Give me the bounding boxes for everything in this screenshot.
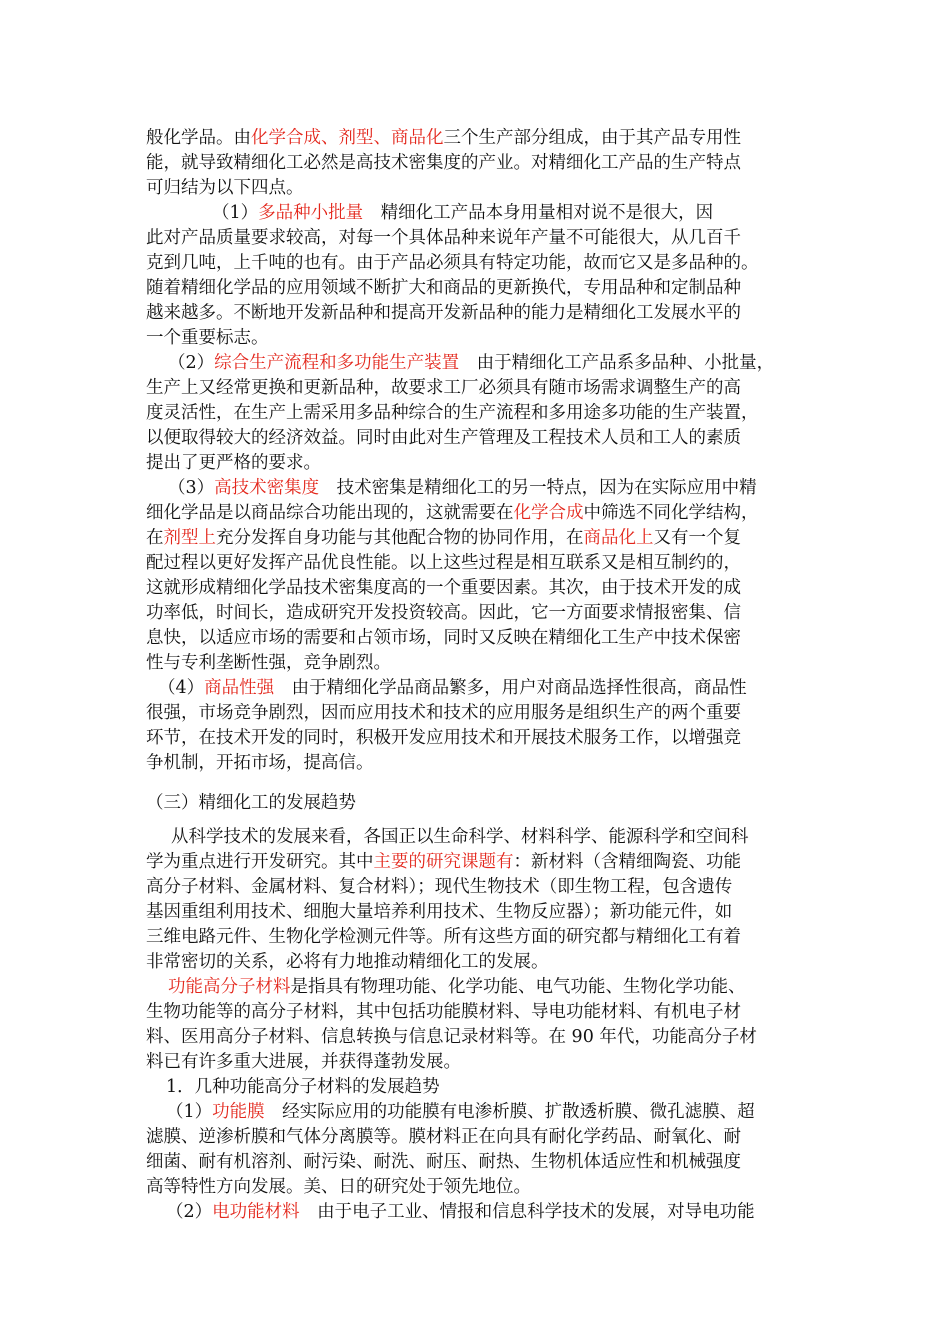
text-run: 克到几吨，上千吨的也有。由于产品必须具有特定功能，故而它又是多品种的。 (146, 253, 759, 273)
text-line (146, 791, 811, 816)
text-run: 可归结为以下四点。 (146, 178, 304, 198)
text-run: 细菌、耐有机溶剂、耐污染、耐洗、耐压、耐热、生物机体适应性和机械强度 (146, 1152, 741, 1172)
text-line (146, 551, 811, 576)
text-line (146, 426, 811, 451)
highlighted-term: 化学合成、剂型、商品化 (251, 128, 444, 148)
highlighted-term: 电功能材料 (212, 1202, 300, 1222)
text-line (146, 1075, 811, 1100)
text-run: 是指具有物理功能、化学功能、电气功能、生物化学功能、 (290, 977, 746, 997)
highlighted-term: 剂型上 (163, 528, 216, 548)
text-run: 息快，以适应市场的需要和占领市场，同时又反映在精细化工生产中技术保密 (146, 628, 741, 648)
text-line (146, 1175, 811, 1200)
text-line (146, 1050, 811, 1075)
paragraph-functional-polymers (146, 975, 811, 1075)
text-run: 般化学品。由 (146, 128, 251, 148)
text-run: 由于精细化工产品系多品种、小批量， (459, 353, 775, 373)
text-run: 料已有许多重大进展，并获得蓬勃发展。 (146, 1052, 461, 1072)
text-line (146, 501, 811, 526)
text-run: 性与专利垄断性强，竞争剧烈。 (146, 653, 391, 673)
text-run: 基因重组利用技术、细胞大量培养利用技术、生物反应器）；新功能元件，如 (146, 902, 733, 922)
text-run: 以便取得较大的经济效益。同时由此对生产管理及工程技术人员和工人的素质 (146, 428, 741, 448)
text-line (146, 276, 811, 301)
text-line (146, 1025, 811, 1050)
text-run: 争机制，开拓市场，提高信。 (146, 753, 374, 773)
text-run: 学为重点进行开发研究。其中 (146, 852, 374, 872)
text-run: 环节，在技术开发的同时，积极开发应用技术和开展技术服务工作，以增强竞 (146, 728, 741, 748)
paragraph-small-batch (146, 201, 811, 351)
text-run: 中筛选不同化学结构， (583, 503, 759, 523)
text-line (146, 676, 811, 701)
highlighted-term: 商品化上 (583, 528, 654, 548)
text-run: 功率低，时间长，造成研究开发投资较高。因此，它一方面要求情报密集、信 (146, 603, 741, 623)
text-line (146, 351, 811, 376)
text-line (146, 226, 811, 251)
text-line (146, 576, 811, 601)
text-run: 滤膜、逆渗析膜和气体分离膜等。膜材料正在向具有耐化学药品、耐氧化、耐 (146, 1127, 741, 1147)
text-line (146, 950, 811, 975)
paragraph-science-trends (146, 825, 811, 975)
text-run: 高分子材料、金属材料、复合材料）；现代生物技术（即生物工程，包含遗传 (146, 877, 733, 897)
text-run: 这就形成精细化学品技术密集度高的一个重要因素。其次，由于技术开发的成 (146, 578, 741, 598)
subheading-polymer-trends (146, 1075, 811, 1100)
highlighted-term: 综合生产流程和多功能生产装置 (214, 353, 460, 373)
paragraph-tech-intensive (146, 476, 811, 676)
text-run: （3） (168, 478, 215, 498)
paragraph-integrated-process (146, 351, 811, 476)
highlighted-term: 高技术密集度 (214, 478, 320, 498)
text-run: 生产上又经常更换和更新品种，故要求工厂必须具有随市场需求调整生产的高 (146, 378, 741, 398)
text-run: 又有一个复 (653, 528, 741, 548)
text-line (146, 726, 811, 751)
text-run: 随着精细化学品的应用领域不断扩大和商品的更新换代，专用品种和定制品种 (146, 278, 741, 298)
text-line (146, 850, 811, 875)
text-line (146, 526, 811, 551)
text-line (146, 1125, 811, 1150)
text-line (146, 176, 811, 201)
paragraph-commercial (146, 676, 811, 776)
text-line (146, 601, 811, 626)
highlighted-term: 商品性强 (204, 678, 275, 698)
text-run: 很强，市场竞争剧烈，因而应用技术和技术的应用服务是组织生产的两个重要 (146, 703, 741, 723)
text-line (146, 875, 811, 900)
text-line (146, 1200, 811, 1225)
text-line (146, 151, 811, 176)
text-run: 配过程以更好发挥产品优良性能。以上这些过程是相互联系又是相互制约的， (146, 553, 741, 573)
text-run: 在 (146, 528, 164, 548)
text-line (146, 900, 811, 925)
text-run: 1．几种功能高分子材料的发展趋势 (166, 1077, 440, 1097)
text-line (146, 1000, 811, 1025)
text-run: 高等特性方向发展。美、日的研究处于领先地位。 (146, 1177, 531, 1197)
text-run: 由于电子工业、情报和信息科学技术的发展，对导电功能 (299, 1202, 755, 1222)
text-line (146, 825, 811, 850)
paragraph-electric-materials (146, 1200, 811, 1225)
text-line (146, 251, 811, 276)
text-run: ：新材料（含精细陶瓷、功能 (513, 852, 741, 872)
text-run: 精细化工产品本身用量相对说不是很大，因 (363, 203, 714, 223)
text-run: 非常密切的关系，必将有力地推动精细化工的发展。 (146, 952, 549, 972)
highlighted-term: 主要的研究课题有 (373, 852, 514, 872)
text-run: （三）精细化工的发展趋势 (146, 793, 356, 813)
text-line (146, 126, 811, 151)
text-run: 充分发挥自身功能与其他配合物的协同作用，在 (216, 528, 584, 548)
text-run: 三维电路元件、生物化学检测元件等。所有这些方面的研究都与精细化工有着 (146, 927, 741, 947)
text-run: 从科学技术的发展来看，各国正以生命科学、材料科学、能源科学和空间科 (171, 827, 749, 847)
text-line (146, 1100, 811, 1125)
text-line (146, 201, 811, 226)
text-line (146, 751, 811, 776)
text-run: （4） (158, 678, 205, 698)
text-run: 技术密集是精细化工的另一特点，因为在实际应用中精 (319, 478, 757, 498)
text-line (146, 301, 811, 326)
text-run: 一个重要标志。 (146, 328, 269, 348)
text-run: 生物功能等的高分子材料，其中包括功能膜材料、导电功能材料、有机电子材 (146, 1002, 741, 1022)
text-run: （2） (168, 353, 215, 373)
text-line (146, 1150, 811, 1175)
text-run: （1） (166, 1102, 213, 1122)
text-line (146, 451, 811, 476)
text-line (146, 975, 811, 1000)
text-run: 三个生产部分组成，由于其产品专用性 (443, 128, 741, 148)
paragraph-functional-membrane (146, 1100, 811, 1200)
text-run: 越来越多。不断地开发新品种和提高开发新品种的能力是精细化工发展水平的 (146, 303, 741, 323)
highlighted-term: 多品种小批量 (258, 203, 364, 223)
text-run: 能，就导致精细化工必然是高技术密集度的产业。对精细化工产品的生产特点 (146, 153, 741, 173)
text-line (146, 476, 811, 501)
highlighted-term: 功能高分子材料 (168, 977, 291, 997)
highlighted-term: 化学合成 (513, 503, 584, 523)
text-line (146, 701, 811, 726)
text-line (146, 401, 811, 426)
text-run: 经实际应用的功能膜有电渗析膜、扩散透析膜、微孔滤膜、超 (264, 1102, 755, 1122)
text-run: 度灵活性，在生产上需采用多品种综合的生产流程和多用途多功能的生产装置， (146, 403, 759, 423)
text-line (146, 376, 811, 401)
text-line (146, 651, 811, 676)
text-run: （2） (166, 1202, 213, 1222)
text-line (146, 925, 811, 950)
paragraph-intro (146, 126, 811, 201)
text-run: 料、医用高分子材料、信息转换与信息记录材料等。在 90 年代，功能高分子材 (146, 1027, 757, 1047)
text-run: （1） (212, 203, 259, 223)
section-heading-trends (146, 791, 811, 816)
highlighted-term: 功能膜 (212, 1102, 265, 1122)
text-run: 由于精细化学品商品繁多，用户对商品选择性很高，商品性 (274, 678, 747, 698)
text-line (146, 626, 811, 651)
text-run: 细化学品是以商品综合功能出现的，这就需要在 (146, 503, 514, 523)
text-run: 此对产品质量要求较高，对每一个具体品种来说年产量不可能很大，从几百千 (146, 228, 741, 248)
text-run: 提出了更严格的要求。 (146, 453, 321, 473)
text-line (146, 326, 811, 351)
